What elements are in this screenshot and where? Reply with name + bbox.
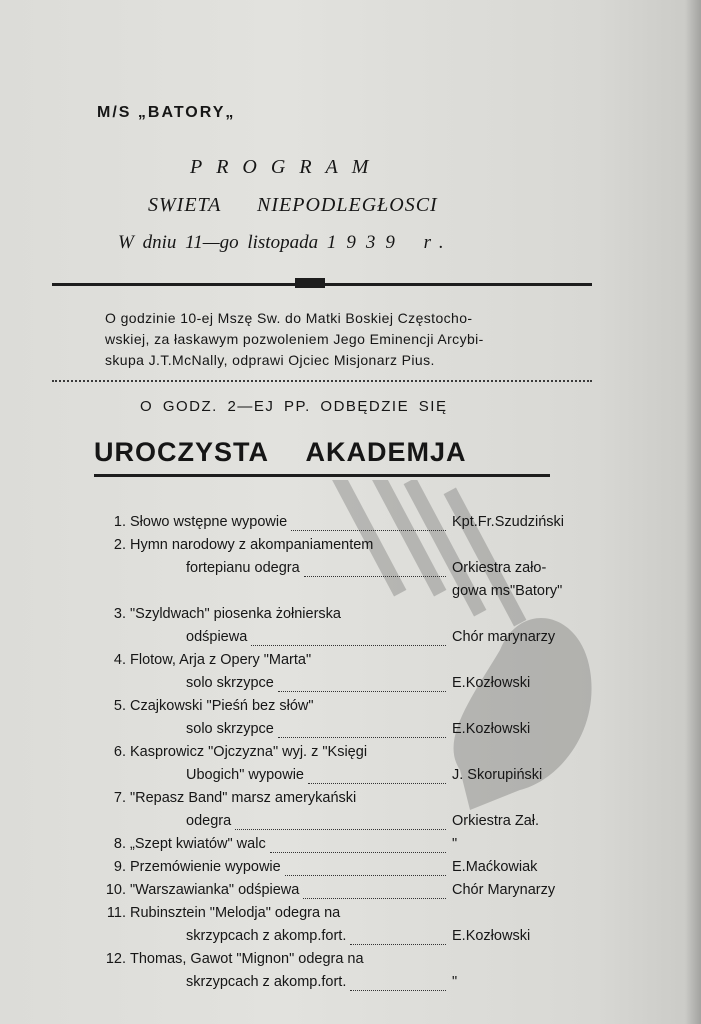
program-item-performer: E.Kozłowski [452,675,531,691]
program-item-text: Flotow, Arja z Opery "Marta" [130,652,312,668]
dotted-divider [52,380,592,382]
program-item-text: "Warszawianka" odśpiewa [130,882,300,898]
program-item-text: skrzypcach z akomp.fort. [186,974,347,990]
program-item-text: solo skrzypce [186,721,274,737]
program-item-performer: E.Maćkowiak [452,859,538,875]
program-item-text: solo skrzypce [186,675,274,691]
program-item-performer: J. Skorupiński [452,767,543,783]
dotted-leader [278,737,446,738]
program-item-text: odśpiewa [186,629,248,645]
afternoon-announcement: O GODZ. 2—EJ PP. ODBĘDZIE SIĘ [140,398,448,415]
program-item-performer: Orkiestra Zał. [452,813,540,829]
program-heading: PROGRAM [190,156,383,178]
program-item-text: Czajkowski "Pieśń bez słów" [130,698,314,714]
dotted-leader [303,898,446,899]
dotted-leader [235,829,446,830]
program-item-performer: " [452,836,458,852]
program-item-text: skrzypcach z akomp.fort. [186,928,347,944]
program-item-text: Przemówienie wypowie [130,859,281,875]
dotted-leader [308,783,446,784]
program-item-text: odegra [186,813,232,829]
program-item-number: 5. [113,698,126,714]
header-divider-ornament [295,278,325,288]
program-item-performer: Chór marynarzy [452,629,556,645]
date-prefix: W dniu 11—go listopada [118,232,319,253]
program-item-text: Słowo wstępne wypowie [130,514,288,530]
program-item-text: "Szyldwach" piosenka żołnierska [130,606,341,622]
program-item-performer: Kpt.Fr.Szudziński [452,514,565,530]
program-item-number: 3. [113,606,126,622]
dotted-leader [251,645,446,646]
program-item-performer: E.Kozłowski [452,928,531,944]
program-item-performer: " [452,974,458,990]
program-item-number: 2. [113,537,126,553]
ship-name: M/S „BATORY„ [97,104,236,121]
occasion-heading: SWIETA NIEPODLEGŁOSCI [148,194,438,216]
dotted-leader [304,576,446,577]
dotted-leader [278,691,446,692]
program-item-number: 9. [113,859,126,875]
title-underline [94,474,550,477]
program-item-performer: Chór Marynarzy [452,882,556,898]
program-item-number: 6. [113,744,126,760]
mass-paragraph [105,308,605,371]
program-item-text: „Szept kwiatów" walc [130,836,266,852]
date-line [118,232,454,254]
program-item-text: Ubogich" wypowie [186,767,304,783]
program-item-text: Rubinsztein "Melodja" odegra na [130,905,341,921]
program-item-number: 4. [113,652,126,668]
program-item-performer: Orkiestra zało- [452,560,547,576]
dotted-leader [270,852,446,853]
dotted-leader [350,990,446,991]
program-item-number: 1. [113,514,126,530]
dotted-leader [291,530,446,531]
date-year: 1939 r. [326,232,454,253]
program-item-number: 11. [106,905,126,921]
mass-line: skupa J.T.McNally, odprawi Ojciec Misjonarz Pius. [105,352,435,368]
mass-line: wskiej, za łaskawym pozwoleniem Jego Eminencji Arcybi- [105,331,484,347]
page-edge-shadow [685,0,701,1024]
program-item-text: Kasprowicz "Ojczyzna" wyj. z "Księgi [130,744,368,760]
program-item-performer: gowa ms"Batory" [452,583,563,599]
dotted-leader [350,944,446,945]
program-item-text: Thomas, Gawot "Mignon" odegra na [130,951,364,967]
program-item-text: fortepianu odegra [186,560,300,576]
program-item-number: 7. [113,790,126,806]
akademia-title: UROCZYSTA AKADEMJA [94,437,467,467]
mass-line: O godzinie 10-ej Mszę Sw. do Matki Boskiej Częstocho- [105,310,473,326]
program-item-performer: E.Kozłowski [452,721,531,737]
program-item-number: 8. [113,836,126,852]
dotted-leader [285,875,446,876]
program-item-number: 10. [105,882,126,898]
program-item-text: Hymn narodowy z akompaniamentem [130,537,374,553]
program-item-text: "Repasz Band" marsz amerykański [130,790,357,806]
program-item-number: 12. [105,951,126,967]
